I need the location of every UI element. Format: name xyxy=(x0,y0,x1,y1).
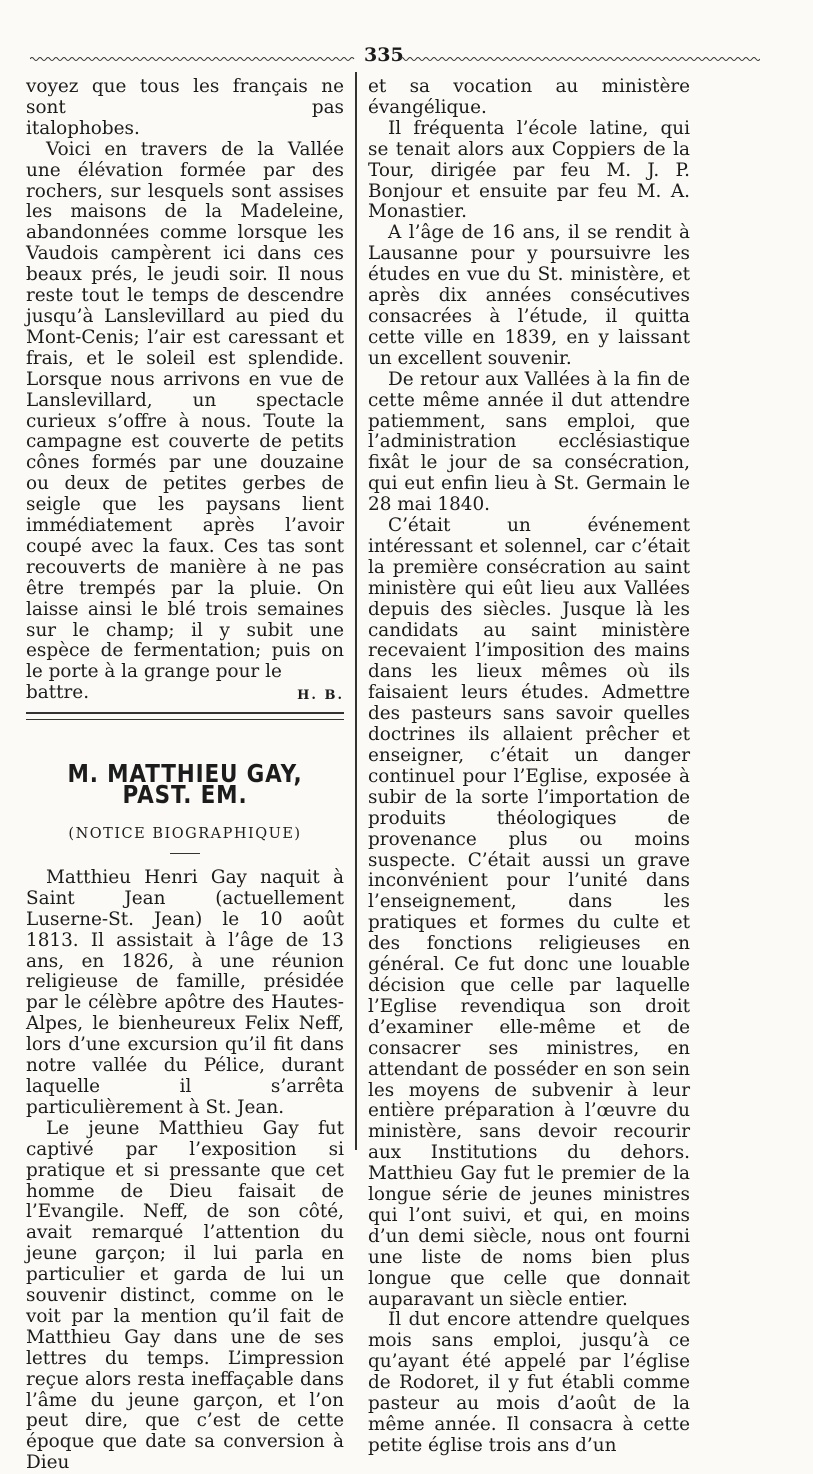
column-divider xyxy=(355,72,357,1150)
section-divider xyxy=(26,712,344,720)
article-title: M. MATTHIEU GAY, PAST. EM. xyxy=(67,759,303,810)
paragraph: Matthieu Henri Gay naquit à Saint Jean (actuellement Luserne-St. Jean) le 10 août 1813. Il assistait à l’âge de 13 ans, en 1826, à une réunion religieuse de famille, présidée par le célèbre apôtre des Hautes-Alpes, le bienheureux Felix Neff, lors d’une excursion qu’il fit dans notre vallée du Pélice, durant laquelle il s’arrêta particulièrement à St. Jean. xyxy=(26,866,344,1118)
paragraph-line: italophobes. xyxy=(26,117,140,139)
paragraph: C’était un événement intéressant et solennel, car c’était la première consécration au saint ministère qui eût lieu aux Vallées depuis des siècles. Jusque là les candidats au saint ministère recevaient l’imposition des mains dans les lieux mêmes où ils faisaient leurs études. Admettre des pasteurs sans savoir quelles doctrines ils allaient prêcher et enseigner, c’était un danger continuel pour l’Eglise, exposée à subir de la sorte l’importation de produits théologiques de provenance plus ou moins suspecte. C’était aussi un grave inconvénient pour l’unité dans l’enseignement, dans les pratiques et formes du culte et des fonctions religieuses en général. Ce fut donc une louable décision que celle par laquelle l’Eglise revendiqua son droit d’examiner elle-même et de consacrer ses ministres, en attendant de posséder en son sein les moyens de subvenir à leur entière préparation à l’œuvre du ministère, sans devoir recourir aux Institutions du dehors. Matthieu Gay fut le premier de la longue série de jeunes ministres qui l’ont suivi, et qui, en moins d’un demi siècle, nous ont fourni une liste de noms bien plus longue que celle que donnait auparavant un siècle entier. xyxy=(368,515,690,1310)
paragraph-last-word: battre. xyxy=(26,682,90,704)
header-ornament-left xyxy=(30,56,355,62)
paragraph-line: voyez que tous les français ne sont pas xyxy=(26,76,344,118)
paragraph: De retour aux Vallées à la fin de cette même année il dut attendre patiemment, sans emploi, que l’administration ecclésiastique fixât le jour de sa consécration, qui eut enfin lieu à St. Germain le 28 mai 1840. xyxy=(368,368,690,516)
left-column xyxy=(26,77,344,1474)
right-column xyxy=(368,77,690,1457)
paragraph: Il fréquenta l’école latine, qui se tenait alors aux Coppiers de la Tour, dirigée par feu M. J. P. Bonjour et ensuite par feu M. A. Monastier. xyxy=(368,117,690,223)
paragraph: Voici en travers de la Vallée une élévation formée par des rochers, sur lesquels sont assises les maisons de la Madeleine, abandonnées comme lorsque les Vaudois campèrent ici dans ces beaux prés, le jeudi soir. Il nous reste tout le temps de descendre jusqu’à Lanslevillard au pied du Mont-Cenis; l’air est caressant et frais, et le soleil est splendide. Lorsque nous arrivons en vue de Lanslevillard, un spectacle curieux s’offre à nous. Toute la campagne est couverte de petits cônes formés par une douzaine ou deux de petites gerbes de seigle que les paysans lient immédiatement après l’avoir coupé avec la faux. Ces tas sont recouverts de manière à ne pas être trempés par la pluie. On laisse ainsi le blé trois semaines sur le champ; il y subit une espèce de fermentation; puis on le porte à la grange pour le xyxy=(26,138,344,683)
author-signature: H. B. xyxy=(297,688,344,704)
paragraph: et sa vocation au ministère évangélique. xyxy=(368,76,690,118)
paragraph: Il dut encore attendre quelques mois sans emploi, jusqu’à ce qu’ayant été appelé par l’église de Rodoret, il y fut établi comme pasteur au mois d’août de la même année. Il consacra à cette petite église trois ans d’un xyxy=(368,1309,690,1456)
paragraph: Le jeune Matthieu Gay fut captivé par l’exposition si pratique et si pressante que cet homme de Dieu faisait de l’Evangile. Neff, de son côté, avait remarqué l’attention du jeune garçon; il lui parla en particulier et garda de lui un souvenir distinct, comme on le voit par la mention qu’il fait de Matthieu Gay dans une de ses lettres du temps. L’impression reçue alors resta ineffaçable dans l’âme du jeune garçon, et l’on peut dire, que c’est de cette époque que date sa conversion à Dieu xyxy=(26,1117,344,1474)
subtitle-rule xyxy=(170,853,200,854)
paragraph: A l’âge de 16 ans, il se rendit à Lausanne pour y poursuivre les études en vue du St. ministère, et après dix années consécutives consacrées à l’étude, il quitta cette ville en 1839, en y laissant un excellent souvenir. xyxy=(368,222,690,369)
header-ornament-right xyxy=(400,56,760,62)
paragraph-end xyxy=(26,683,344,704)
page-number: 335 xyxy=(364,44,404,66)
page-header xyxy=(30,44,760,68)
article-subtitle: (NOTICE BIOGRAPHIQUE) xyxy=(68,826,302,842)
